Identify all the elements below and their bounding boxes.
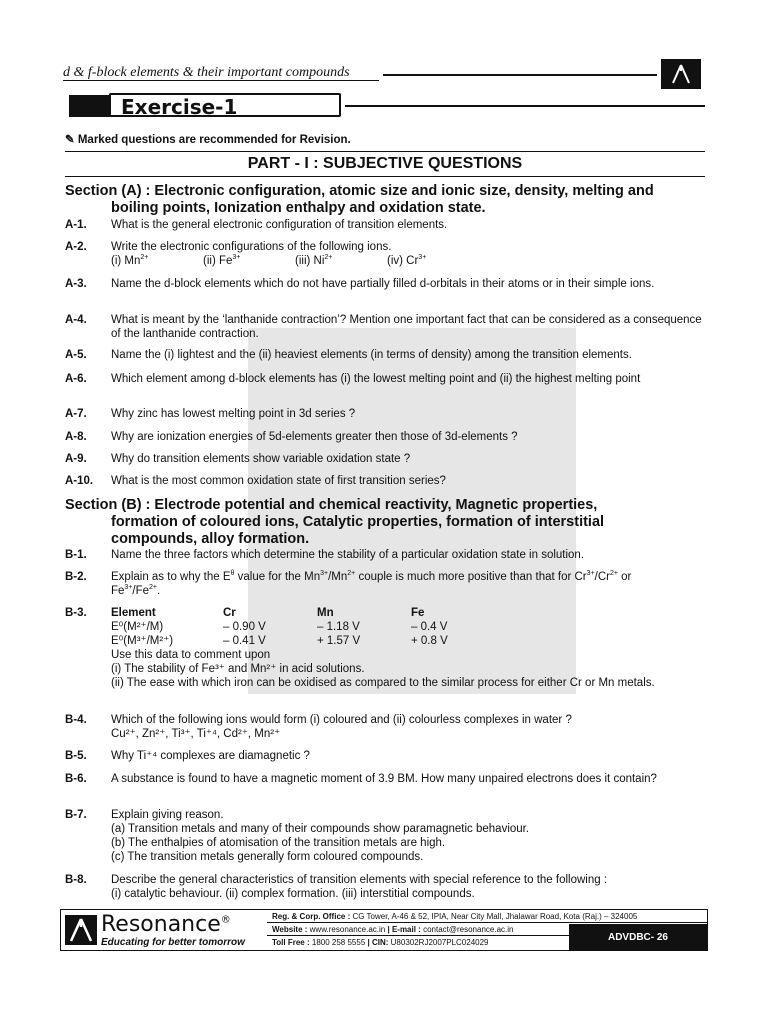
exercise-title: Exercise-1 xyxy=(109,93,341,117)
charge: 3+ xyxy=(320,570,329,578)
question-text: Name the (i) lightest and the (ii) heaviest elements (in terms of density) among the transition elements. xyxy=(111,349,632,361)
question-a7 xyxy=(65,407,705,421)
table-header: Element xyxy=(111,607,156,619)
question-text: Write the electronic configurations of the following ions. xyxy=(111,241,392,253)
b2-text-part: Fe xyxy=(111,585,125,597)
table-header-row xyxy=(111,606,505,620)
revision-note xyxy=(65,132,351,146)
charge: 3+ xyxy=(124,584,133,592)
question-text: What is meant by the ‘lanthanide contraction’? Mention one important fact that can be considered as a consequence of the lanthanide contraction. xyxy=(111,314,702,340)
office-value: CG Tower, A-46 & 52, IPIA, Near City Mall, Jhalawar Road, Kota (Raj.) – 324005 xyxy=(352,912,638,921)
question-number: B-1. xyxy=(65,549,87,561)
section-a-heading xyxy=(65,183,705,217)
b2-text-part: /Mn xyxy=(328,571,348,583)
b2-text-part: or xyxy=(617,571,632,583)
table-cell: – 0.4 V xyxy=(411,621,448,633)
website-email xyxy=(267,923,569,936)
question-text: Name the d-block elements which do not have partially filled d-orbitals in their atoms or in their simple ions. xyxy=(111,278,655,290)
table-header: Mn xyxy=(317,607,334,619)
brand-tagline: Educating for better tomorrow xyxy=(101,937,245,948)
b3-part-ii: (ii) The ease with which iron can be oxidised as compared to the similar process for either Cr or Mn metals. xyxy=(111,677,655,689)
question-a8 xyxy=(65,430,705,444)
brand-text: Resonance xyxy=(101,912,221,937)
table-row xyxy=(111,620,505,634)
question-text: Name the three factors which determine the stability of a particular oxidation state in solution. xyxy=(111,549,585,561)
question-number: A-5. xyxy=(65,349,87,361)
question-b1 xyxy=(65,548,705,562)
b7-part-c: (c) The transition metals generally form coloured compounds. xyxy=(111,851,424,863)
ion-charge: 3+ xyxy=(232,254,241,262)
tollfree-cin xyxy=(267,936,569,949)
question-number: B-7. xyxy=(65,809,87,821)
question-text: Why Ti⁺⁴ complexes are diamagnetic ? xyxy=(111,750,310,762)
ion-symbol: (iii) Ni xyxy=(295,255,325,267)
section-b-line1: Section (B) : Electrode potential and chemical reactivity, Magnetic properties, xyxy=(65,497,598,513)
header-rule xyxy=(383,74,657,76)
chapter-title: d & f-block elements & their important compounds xyxy=(63,65,350,80)
section-b-heading xyxy=(65,497,705,548)
section-b-line3: compounds, alloy formation. xyxy=(111,531,310,547)
question-text: Why are ionization energies of 5d-elements greater then those of 3d-elements ? xyxy=(111,431,518,443)
question-b5 xyxy=(65,749,705,763)
ion-list xyxy=(111,254,705,268)
b7-part-b: (b) The enthalpies of atomisation of the transition metals are high. xyxy=(111,837,446,849)
table-cell: – 1.18 V xyxy=(317,621,360,633)
question-number: A-2. xyxy=(65,241,87,253)
b8-subparts: (i) catalytic behaviour. (ii) complex formation. (iii) interstitial compounds. xyxy=(111,888,475,900)
exercise-banner xyxy=(69,93,705,119)
b2-text-part: couple is much more positive than that for Cr xyxy=(355,571,587,583)
table-cell: – 0.41 V xyxy=(223,635,266,647)
table-header: Fe xyxy=(411,607,425,619)
office-label: Reg. & Corp. Office : xyxy=(272,912,351,921)
question-text: Why do transition elements show variable oxidation state ? xyxy=(111,453,411,465)
question-number: A-7. xyxy=(65,408,87,420)
ion-item xyxy=(203,254,295,268)
ion-item xyxy=(295,254,387,268)
exercise-banner-block xyxy=(69,95,111,117)
b3-instruction: Use this data to comment upon xyxy=(111,649,271,661)
question-number: B-5. xyxy=(65,750,87,762)
table-row xyxy=(111,634,505,648)
question-number: A-10. xyxy=(65,475,94,487)
question-number: A-9. xyxy=(65,453,87,465)
b3-part-i: (i) The stability of Fe³⁺ and Mn²⁺ in acid solutions. xyxy=(111,663,365,675)
tollfree-label: Toll Free : xyxy=(272,938,310,947)
table-cell: E⁰(M³⁺/M²⁺) xyxy=(111,635,174,647)
question-a2 xyxy=(65,240,705,268)
table-cell: + 1.57 V xyxy=(317,635,361,647)
header-underline xyxy=(63,80,379,81)
question-b6 xyxy=(65,772,705,786)
table-cell: – 0.90 V xyxy=(223,621,266,633)
part-heading: PART - I : SUBJECTIVE QUESTIONS xyxy=(65,151,705,177)
question-text: Which element among d-block elements has (i) the lowest melting point and (ii) the highest melting point xyxy=(111,373,641,385)
question-number: A-3. xyxy=(65,278,87,290)
brand-name xyxy=(101,912,231,937)
question-number: B-2. xyxy=(65,571,87,583)
question-text: A substance is found to have a magnetic moment of 3.9 BM. How many unpaired electrons does it contain? xyxy=(111,773,657,785)
question-text xyxy=(111,606,705,690)
question-text: What is the general electronic configuration of transition elements. xyxy=(111,219,448,231)
question-b4 xyxy=(65,713,705,741)
pencil-icon: ✎ xyxy=(65,134,75,146)
footer-brand xyxy=(61,910,261,950)
b2-text-part: /Fe xyxy=(132,585,150,597)
footer-contact xyxy=(267,910,707,950)
section-b-line2: formation of coloured ions, Catalytic properties, formation of interstitial xyxy=(111,514,605,530)
question-a10 xyxy=(65,474,705,488)
page-header xyxy=(63,64,707,94)
exercise-rule xyxy=(345,105,705,107)
revision-note-text: Marked questions are recommended for Revision. xyxy=(77,134,351,146)
question-a6 xyxy=(65,372,705,386)
question-b8 xyxy=(65,873,705,901)
question-number: A-8. xyxy=(65,431,87,443)
ion-symbol: (iv) Cr xyxy=(387,255,419,267)
question-a3 xyxy=(65,277,705,291)
ion-item xyxy=(387,254,479,268)
ion-symbol: (ii) Fe xyxy=(203,255,233,267)
ion-charge: 2+ xyxy=(140,254,149,262)
question-number: B-4. xyxy=(65,714,87,726)
question-text: Describe the general characteristics of transition elements with special reference to the following : xyxy=(111,874,608,886)
section-a-line2: boiling points, Ionization enthalpy and oxidation state. xyxy=(111,200,486,216)
ion-list: Cu²⁺, Zn²⁺, Ti³⁺, Ti⁺⁴, Cd²⁺, Mn²⁺ xyxy=(111,728,281,740)
question-text xyxy=(111,570,705,598)
resonance-logo-icon xyxy=(65,915,97,945)
email-link[interactable]: contact@resonance.ac.in xyxy=(423,925,514,934)
question-a5 xyxy=(65,348,705,362)
b2-text-part: . xyxy=(157,585,161,597)
cin-value: U80302RJ2007PLC024029 xyxy=(390,938,489,947)
page-footer xyxy=(60,909,708,951)
question-number: B-3. xyxy=(65,607,87,619)
email-label: | E-mail : xyxy=(387,925,421,934)
question-a4 xyxy=(65,313,705,341)
cin-label: | CIN: xyxy=(367,938,389,947)
office-address xyxy=(267,910,707,923)
standard-symbol: θ xyxy=(230,570,235,578)
question-a9 xyxy=(65,452,705,466)
charge: 2+ xyxy=(347,570,356,578)
question-text: Why zinc has lowest melting point in 3d series ? xyxy=(111,408,356,420)
question-number: A-4. xyxy=(65,314,87,326)
ion-charge: 3+ xyxy=(418,254,427,262)
table-cell: + 0.8 V xyxy=(411,635,448,647)
b2-text-part: value for the Mn xyxy=(234,571,321,583)
question-text: Explain giving reason. xyxy=(111,809,224,821)
question-number: A-6. xyxy=(65,373,87,385)
b2-text-part: /Cr xyxy=(594,571,610,583)
tollfree-value: 1800 258 5555 xyxy=(311,938,366,947)
charge: 3+ xyxy=(586,570,595,578)
ion-symbol: (i) Mn xyxy=(111,255,141,267)
ion-item xyxy=(111,254,203,268)
question-a1 xyxy=(65,218,705,232)
question-b2 xyxy=(65,570,705,598)
b2-text-part: Explain as to why the E xyxy=(111,571,231,583)
question-b3 xyxy=(65,606,705,690)
website-link[interactable]: www.resonance.ac.in xyxy=(309,925,386,934)
website-label: Website : xyxy=(272,925,308,934)
page-code: ADVDBC- 26 xyxy=(569,924,707,950)
b7-part-a: (a) Transition metals and many of their compounds show paramagnetic behaviour. xyxy=(111,823,530,835)
section-a-line1: Section (A) : Electronic configuration, atomic size and ionic size, density, melting and xyxy=(65,183,654,199)
resonance-logo-icon xyxy=(661,59,701,89)
table-cell: E⁰(M²⁺/M) xyxy=(111,621,164,633)
question-text: What is the most common oxidation state of first transition series? xyxy=(111,475,446,487)
question-number: B-6. xyxy=(65,773,87,785)
registered-mark: ® xyxy=(220,914,231,926)
ion-charge: 2+ xyxy=(324,254,333,262)
charge: 2+ xyxy=(609,570,618,578)
charge: 2+ xyxy=(149,584,158,592)
question-b7 xyxy=(65,808,705,864)
electrode-potential-table xyxy=(111,606,505,648)
table-header: Cr xyxy=(223,607,236,619)
question-text: Which of the following ions would form (i) coloured and (ii) colourless complexes in water ? xyxy=(111,714,572,726)
question-number: B-8. xyxy=(65,874,87,886)
question-number: A-1. xyxy=(65,219,87,231)
